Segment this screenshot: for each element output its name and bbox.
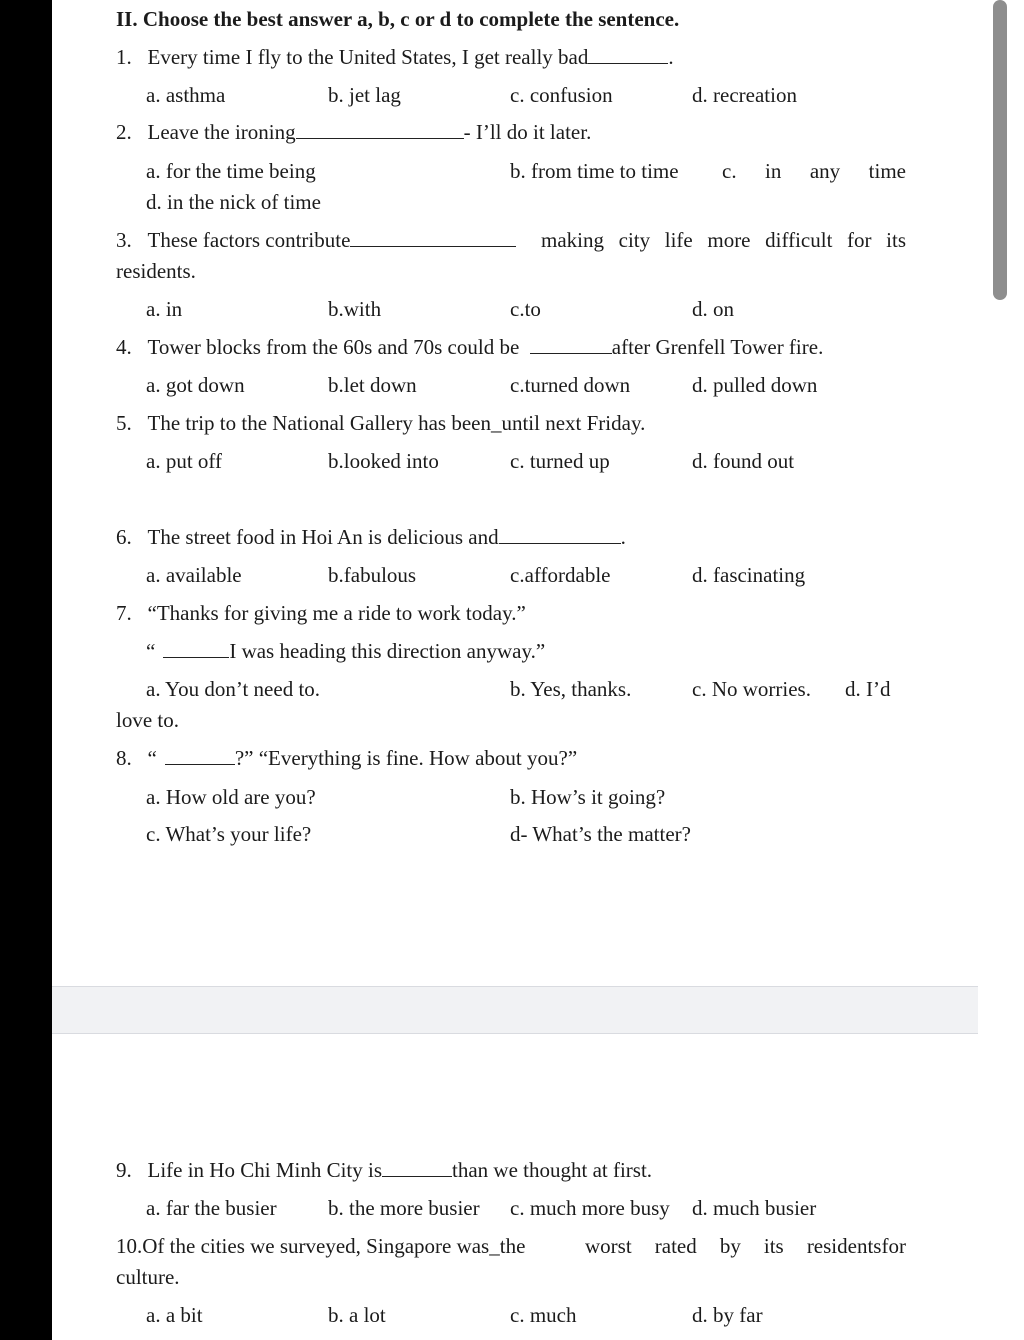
- question-number: 9.: [116, 1158, 132, 1182]
- option-b[interactable]: b. the more busier: [328, 1196, 480, 1220]
- option-d[interactable]: d. fascinating: [692, 563, 806, 587]
- option-d[interactable]: d. recreation: [692, 83, 797, 107]
- option-a[interactable]: a. asthma: [146, 83, 226, 107]
- question-text: The trip to the National Gallery has been_until next Friday.: [147, 411, 646, 435]
- option-a[interactable]: a. You don’t need to.: [146, 677, 321, 701]
- question-2: 2. Leave the ironing - I’ll do it later.: [116, 120, 592, 144]
- option-b[interactable]: b.let down: [328, 373, 417, 397]
- question-9: 9. Life in Ho Chi Minh City is than we thought at first.: [116, 1158, 653, 1182]
- scrollbar-thumb[interactable]: [993, 0, 1007, 300]
- question-8: 8. “ ?” “Everything is fine. How about you?”: [116, 746, 578, 770]
- option-d[interactable]: d. I’d: [845, 677, 891, 701]
- option-d[interactable]: d. on: [692, 297, 734, 321]
- option-d[interactable]: d- What’s the matter?: [510, 822, 691, 846]
- question-number: 1.: [116, 45, 132, 69]
- option-c[interactable]: c. in any time: [722, 159, 906, 183]
- answer-blank: [165, 746, 235, 765]
- answer-blank: [296, 120, 464, 139]
- page-break: [52, 986, 978, 1034]
- option-d[interactable]: d. by far: [692, 1303, 763, 1327]
- question-7: [116, 600, 526, 626]
- option-c[interactable]: c. No worries.: [692, 677, 811, 701]
- question-text: The street food in Hoi An is delicious and: [147, 525, 499, 549]
- option-c[interactable]: c.turned down: [510, 373, 631, 397]
- question-4: 4. Tower blocks from the 60s and 70s could be after Grenfell Tower fire.: [116, 335, 824, 359]
- question-text: Leave the ironing: [147, 120, 296, 144]
- option-c[interactable]: c. much: [510, 1303, 577, 1327]
- option-a[interactable]: a. How old are you?: [146, 785, 316, 809]
- option-c[interactable]: c. much more busy: [510, 1196, 670, 1220]
- option-a[interactable]: a. got down: [146, 373, 245, 397]
- option-b[interactable]: b. jet lag: [328, 83, 401, 107]
- option-b[interactable]: b. from time to time: [510, 159, 679, 183]
- option-b[interactable]: b. a lot: [328, 1303, 386, 1327]
- question-10-continued: worst rated by its residentsfor: [585, 1234, 906, 1258]
- question-number: 6.: [116, 525, 132, 549]
- option-c[interactable]: c.to: [510, 297, 541, 321]
- option-b[interactable]: b. How’s it going?: [510, 785, 666, 809]
- question-text: Life in Ho Chi Minh City is: [147, 1158, 383, 1182]
- question-text: Tower blocks from the 60s and 70s could be: [147, 335, 520, 359]
- question-6: 6. The street food in Hoi An is delicious and .: [116, 525, 626, 549]
- option-a[interactable]: a. available: [146, 563, 242, 587]
- answer-blank: [163, 639, 229, 658]
- answer-blank: [499, 525, 621, 544]
- question-number: 3.: [116, 228, 132, 252]
- question-text: ?” “Everything is fine. How about you?”: [234, 746, 578, 770]
- option-a[interactable]: a. in: [146, 297, 183, 321]
- question-3-wrap: residents.: [116, 259, 196, 283]
- question-text: “Thanks for giving me a ride to work today.”: [147, 601, 526, 625]
- option-c[interactable]: c. turned up: [510, 449, 610, 473]
- answer-blank: [588, 45, 668, 64]
- question-3: [116, 227, 516, 253]
- answer-blank: [530, 335, 612, 354]
- option-b[interactable]: b.fabulous: [328, 563, 417, 587]
- question-number: 2.: [116, 120, 132, 144]
- answer-blank: [350, 228, 516, 247]
- option-a[interactable]: a. far the busier: [146, 1196, 277, 1220]
- question-text: Of the cities we surveyed, Singapore was_the: [142, 1234, 526, 1258]
- question-text: These factors contribute: [147, 228, 351, 252]
- option-d[interactable]: d. pulled down: [692, 373, 818, 397]
- option-d[interactable]: d. in the nick of time: [146, 190, 321, 214]
- option-a[interactable]: a. for the time being: [146, 159, 316, 183]
- question-5: [116, 410, 645, 436]
- question-number: 5.: [116, 411, 132, 435]
- question-number: 4.: [116, 335, 132, 359]
- answer-blank: [382, 1158, 452, 1177]
- option-a[interactable]: a. a bit: [146, 1303, 203, 1327]
- question-text: Every time I fly to the United States, I get really bad: [147, 45, 589, 69]
- option-a[interactable]: a. put off: [146, 449, 223, 473]
- question-1: 1. Every time I fly to the United States, I get really bad .: [116, 45, 674, 69]
- option-b[interactable]: b.with: [328, 297, 382, 321]
- question-number: 7.: [116, 601, 132, 625]
- option-d-wrap: love to.: [116, 708, 179, 732]
- option-b[interactable]: b.looked into: [328, 449, 439, 473]
- option-d[interactable]: d. found out: [692, 449, 795, 473]
- option-c[interactable]: c. confusion: [510, 83, 613, 107]
- option-c[interactable]: c.affordable: [510, 563, 611, 587]
- option-c[interactable]: c. What’s your life?: [146, 822, 312, 846]
- option-d[interactable]: d. much busier: [692, 1196, 817, 1220]
- question-10: [116, 1233, 525, 1259]
- section-heading: II. Choose the best answer a, b, c or d to complete the sentence.: [116, 7, 680, 31]
- option-b[interactable]: b. Yes, thanks.: [510, 677, 632, 701]
- question-10-wrap: culture.: [116, 1265, 180, 1289]
- question-number: 10.: [116, 1234, 143, 1258]
- question-7-reply: “ I was heading this direction anyway.”: [146, 639, 546, 663]
- question-number: 8.: [116, 746, 132, 770]
- question-3-continued: making city life more difficult for its: [541, 228, 906, 252]
